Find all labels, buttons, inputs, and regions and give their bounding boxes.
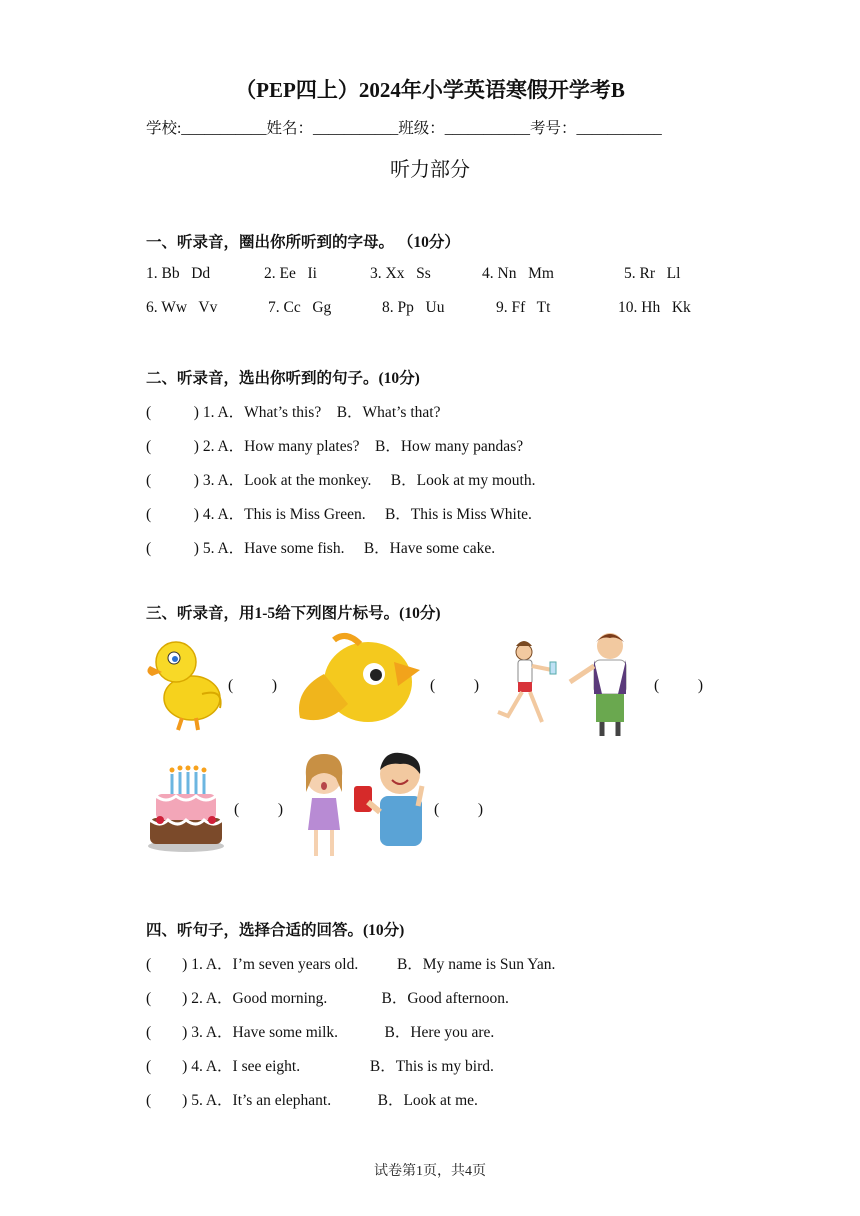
section1-heading: 一、听录音，圈出你所听到的字母。 （10分） xyxy=(146,234,460,251)
section3-heading: 三、听录音，用1-5给下列图片标号。(10分) xyxy=(146,605,441,622)
letter-item: 4. Nn Mm xyxy=(482,265,554,282)
letter-item: 3. Xx Ss xyxy=(370,265,431,282)
question-row: ( ) 3. A．Have some milk. B．Here you are. xyxy=(146,1024,495,1041)
question-row: ( ) 1. A．I’m seven years old. B．My name is Sun Yan. xyxy=(146,956,556,973)
question-row: ( ) 2. A．Good morning. B．Good afternoon. xyxy=(146,990,509,1007)
letter-item: 8. Pp Uu xyxy=(382,299,445,316)
running-girl-and-boy-picture xyxy=(494,632,650,740)
letter-item: 2. Ee Ii xyxy=(264,265,317,282)
question-row: ( ) 4. A．I see eight. B．This is my bird. xyxy=(146,1058,494,1075)
section4-heading: 四、听句子，选择合适的回答。(10分) xyxy=(146,922,405,939)
question-row: ( ) 4. A．This is Miss Green. B．This is Miss White. xyxy=(146,506,532,523)
question-row: ( ) 5. A．Have some fish. B．Have some cake. xyxy=(146,540,496,557)
birthday-cake-picture xyxy=(146,764,228,854)
answer-paren: ( ) xyxy=(234,801,284,818)
letter-item: 6. Ww Vv xyxy=(146,299,218,316)
letter-item: 9. Ff Tt xyxy=(496,299,551,316)
question-row: ( ) 2. A．How many plates? B．How many pandas? xyxy=(146,438,524,455)
answer-paren: ( ) xyxy=(434,801,484,818)
student-info-line: 学校:___________姓名：___________班级：___________考号：___________ xyxy=(146,120,662,137)
answer-paren: ( ) xyxy=(228,677,278,694)
letter-item: 1. Bb Dd xyxy=(146,265,211,282)
page-footer: 试卷第1页，共4页 xyxy=(374,1164,486,1179)
question-row: ( ) 3. A．Look at the monkey. B．Look at my mouth. xyxy=(146,472,536,489)
exam-title: （PEP四上）2024年小学英语寒假开学考B xyxy=(235,78,625,102)
duckling-picture xyxy=(146,636,226,732)
girl-and-boy-with-drink-picture xyxy=(300,752,426,864)
letter-item: 5. Rr Ll xyxy=(624,265,681,282)
bird-picture xyxy=(294,634,420,734)
letter-item: 10. Hh Kk xyxy=(618,299,691,316)
question-row: ( ) 1. A．What’s this? B．What’s that? xyxy=(146,404,441,421)
part-title: 听力部分 xyxy=(390,159,470,181)
question-row: ( ) 5. A．It’s an elephant. B．Look at me. xyxy=(146,1092,478,1109)
answer-paren: ( ) xyxy=(430,677,480,694)
section2-heading: 二、听录音，选出你听到的句子。(10分) xyxy=(146,370,420,387)
answer-paren: ( ) xyxy=(654,677,704,694)
letter-item: 7. Cc Gg xyxy=(268,299,332,316)
